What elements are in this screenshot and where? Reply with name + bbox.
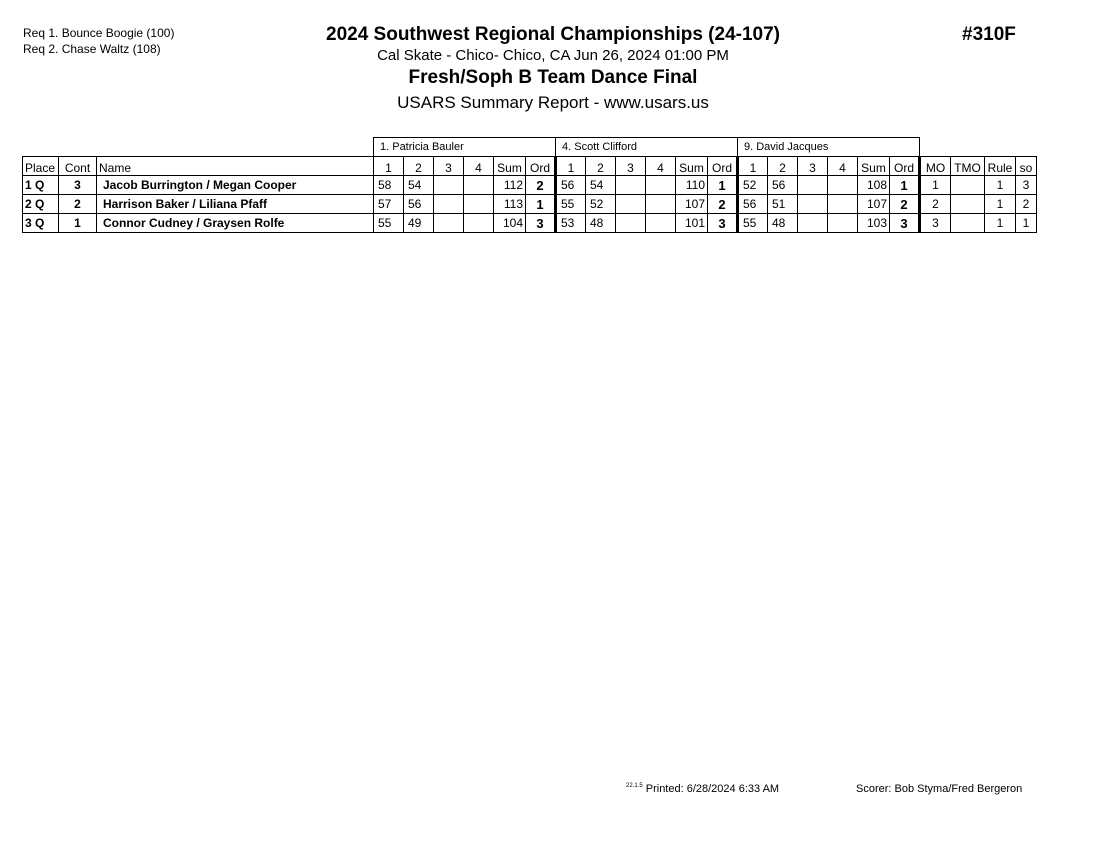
judge-1-score-3-cell [434,214,464,233]
skater-name-cell: Jacob Burrington / Megan Cooper [97,176,374,195]
requirements-list [23,25,174,57]
header-mo: MO [920,157,951,176]
table-row [23,214,1037,233]
judge-3-sum-cell: 103 [858,214,890,233]
judge-3-ordinal-cell: 3 [890,214,920,233]
judge-2-score-2-cell: 52 [586,195,616,214]
judge-1-score-2-cell: 54 [404,176,434,195]
contestant-number-cell: 2 [59,195,97,214]
rule-cell: 1 [985,214,1016,233]
so-cell: 2 [1016,195,1037,214]
so-cell: 1 [1016,214,1037,233]
header-j1-s1: 1 [374,157,404,176]
printed-timestamp: Printed: 6/28/2024 6:33 AM [645,783,780,795]
venue-date: Cal Skate - Chico- Chico, CA Jun 26, 2024 01:00 PM [377,47,729,64]
judge-3-ordinal-cell: 2 [890,195,920,214]
judge-1-ordinal-cell: 2 [526,176,556,195]
requirement-1: Req 1. Bounce Boogie (100) [23,26,175,40]
judge-2-score-4-cell [646,176,676,195]
judge-1-ordinal-cell: 1 [526,195,556,214]
header-place: Place [23,157,59,176]
judge-3-score-1-cell: 55 [738,214,768,233]
judge-1-score-2-cell: 49 [404,214,434,233]
header-j3-s4: 4 [828,157,858,176]
judge-1-score-3-cell [434,195,464,214]
judge-3-score-2-cell: 48 [768,214,798,233]
report-subtitle: USARS Summary Report - www.usars.us [397,93,709,112]
judge-2-score-3-cell [616,195,646,214]
header-tmo: TMO [951,157,985,176]
header-j3-ord: Ord [890,157,920,176]
judge-3-sum-cell: 108 [858,176,890,195]
header-j2-ord: Ord [708,157,738,176]
header-j3-sum: Sum [858,157,890,176]
judge-2-ordinal-cell: 1 [708,176,738,195]
judge-2-score-4-cell [646,195,676,214]
header-j1-s4: 4 [464,157,494,176]
judge-2-score-2-cell: 48 [586,214,616,233]
judge-3-sum-cell: 107 [858,195,890,214]
header-j3-s3: 3 [798,157,828,176]
judge-2-score-3-cell [616,214,646,233]
header-so: so [1016,157,1037,176]
mo-cell: 2 [920,195,951,214]
judge-1-score-1-cell: 57 [374,195,404,214]
judge-3-score-3-cell [798,195,828,214]
event-number: #310F [962,24,1016,45]
judge-3-score-4-cell [828,214,858,233]
judge-3-name: 9. David Jacques [738,138,920,157]
judge-2-ordinal-cell: 3 [708,214,738,233]
judge-2-score-1-cell: 56 [556,176,586,195]
header-j1-s3: 3 [434,157,464,176]
judge-2-score-2-cell: 54 [586,176,616,195]
mo-cell: 1 [920,176,951,195]
tmo-cell [951,195,985,214]
table-row [23,176,1037,195]
report-header [280,23,826,114]
judge-2-score-1-cell: 55 [556,195,586,214]
judge-3-ordinal-cell: 1 [890,176,920,195]
rule-cell: 1 [985,195,1016,214]
scorer-info: Scorer: Bob Styma/Fred Bergeron [856,783,1023,795]
judge-1-sum-cell: 112 [494,176,526,195]
contestant-number-cell: 1 [59,214,97,233]
judge-3-score-3-cell [798,214,828,233]
judge-3-score-1-cell: 56 [738,195,768,214]
judge-2-score-3-cell [616,176,646,195]
header-j2-sum: Sum [676,157,708,176]
judge-3-score-4-cell [828,195,858,214]
requirement-2: Req 2. Chase Waltz (108) [23,42,161,56]
judge-1-ordinal-cell: 3 [526,214,556,233]
judge-2-score-1-cell: 53 [556,214,586,233]
so-cell: 3 [1016,176,1037,195]
tmo-cell [951,214,985,233]
judge-1-score-1-cell: 55 [374,214,404,233]
header-j2-s3: 3 [616,157,646,176]
header-j3-s1: 1 [738,157,768,176]
judge-1-score-2-cell: 56 [404,195,434,214]
judge-2-sum-cell: 107 [676,195,708,214]
tmo-cell [951,176,985,195]
printed-info [626,783,779,795]
judge-3-score-4-cell [828,176,858,195]
software-version: 22.1.5 [626,783,643,789]
judge-1-name: 1. Patricia Bauler [374,138,556,157]
judge-2-sum-cell: 101 [676,214,708,233]
contestant-number-cell: 3 [59,176,97,195]
column-header-row [23,157,1037,176]
judge-1-score-3-cell [434,176,464,195]
mo-cell: 3 [920,214,951,233]
judge-1-sum-cell: 104 [494,214,526,233]
place-cell: 1 Q [23,176,59,195]
results-table [22,137,1037,233]
judge-2-name: 4. Scott Clifford [556,138,738,157]
judge-3-score-2-cell: 56 [768,176,798,195]
judge-3-score-3-cell [798,176,828,195]
rule-cell: 1 [985,176,1016,195]
judge-1-sum-cell: 113 [494,195,526,214]
judge-1-score-4-cell [464,214,494,233]
header-j3-s2: 2 [768,157,798,176]
header-j2-s1: 1 [556,157,586,176]
header-name: Name [97,157,374,176]
header-j1-sum: Sum [494,157,526,176]
judge-2-ordinal-cell: 2 [708,195,738,214]
judge-2-sum-cell: 110 [676,176,708,195]
header-cont: Cont [59,157,97,176]
competition-title: 2024 Southwest Regional Championships (24-107) [326,24,780,45]
place-cell: 3 Q [23,214,59,233]
header-j1-s2: 2 [404,157,434,176]
skater-name-cell: Connor Cudney / Graysen Rolfe [97,214,374,233]
header-j1-ord: Ord [526,157,556,176]
skater-name-cell: Harrison Baker / Liliana Pfaff [97,195,374,214]
header-rule: Rule [985,157,1016,176]
judge-1-score-4-cell [464,176,494,195]
judge-1-score-1-cell: 58 [374,176,404,195]
judge-1-score-4-cell [464,195,494,214]
judge-3-score-2-cell: 51 [768,195,798,214]
place-cell: 2 Q [23,195,59,214]
table-row [23,195,1037,214]
header-j2-s4: 4 [646,157,676,176]
judge-2-score-4-cell [646,214,676,233]
judge-3-score-1-cell: 52 [738,176,768,195]
header-j2-s2: 2 [586,157,616,176]
event-title: Fresh/Soph B Team Dance Final [408,67,698,88]
